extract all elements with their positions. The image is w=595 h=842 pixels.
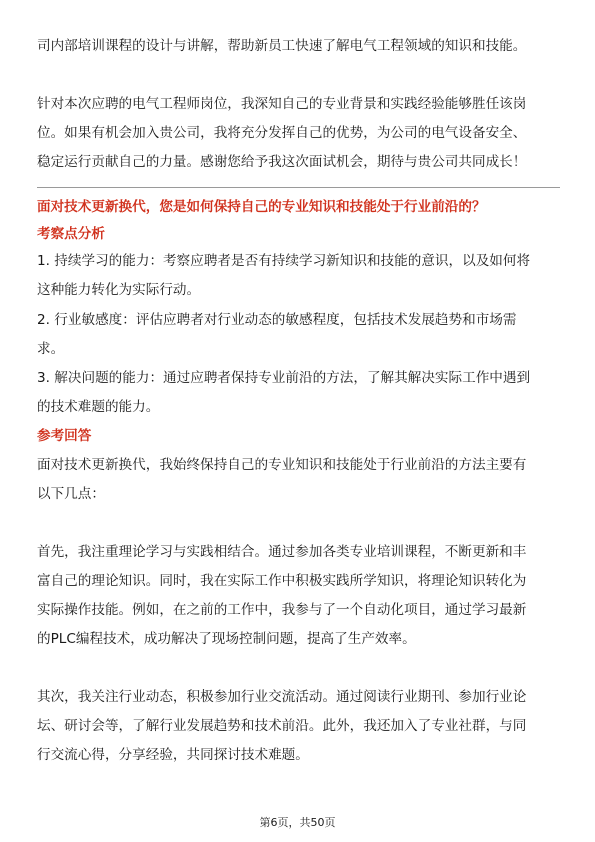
answer-p2-line: 坛、研讨会等，了解行业发展趋势和技术前沿。此外，我还加入了专业社群，与同 <box>37 718 527 734</box>
answer-p1-line: 的PLC编程技术，成功解决了现场控制问题，提高了生产效率。 <box>37 631 416 647</box>
answer-p1-line: 实际操作技能。例如，在之前的工作中，我参与了一个自动化项目，通过学习最新 <box>37 602 527 618</box>
analysis-item-1-line-1: 1. 持续学习的能力：考察应聘者是否有持续学习新知识和技能的意识，以及如何将 <box>37 253 531 269</box>
answer-p1-line: 首先，我注重理论学习与实践相结合。通过参加各类专业培训课程，不断更新和丰 <box>37 544 527 560</box>
answer-p1-line: 富自己的理论知识。同时，我在实际工作中积极实践所学知识，将理论知识转化为 <box>37 573 527 589</box>
question-title: 面对技术更新换代，您是如何保持自己的专业知识和技能处于行业前沿的？ <box>37 199 486 215</box>
analysis-item-1-line-2: 这种能力转化为实际行动。 <box>37 282 201 298</box>
section-divider <box>37 187 560 188</box>
analysis-item-2-line-1: 2. 行业敏感度：评估应聘者对行业动态的敏感程度，包括技术发展趋势和市场需 <box>37 312 517 328</box>
analysis-item-3-line-1: 3. 解决问题的能力：通过应聘者保持专业前沿的方法，了解其解决实际工作中遇到 <box>37 370 531 386</box>
closing-line: 针对本次应聘的电气工程师岗位，我深知自己的专业背景和实践经验能够胜任该岗 <box>37 96 527 112</box>
answer-intro-line: 面对技术更新换代，我始终保持自己的专业知识和技能处于行业前沿的方法主要有 <box>37 457 527 473</box>
page-number: 第6页，共50页 <box>259 816 336 829</box>
intro-line: 司内部培训课程的设计与讲解，帮助新员工快速了解电气工程领域的知识和技能。 <box>37 38 527 54</box>
analysis-item-2-line-2: 求。 <box>37 341 65 357</box>
answer-p2-line: 行交流心得，分享经验，共同探讨技术难题。 <box>37 747 309 763</box>
answer-heading: 参考回答 <box>37 428 92 444</box>
closing-line: 位。如果有机会加入贵公司，我将充分发挥自己的优势，为公司的电气设备安全、 <box>37 125 527 141</box>
analysis-heading: 考察点分析 <box>37 226 105 242</box>
answer-intro-line: 以下几点： <box>37 486 105 502</box>
answer-p2-line: 其次，我关注行业动态，积极参加行业交流活动。通过阅读行业期刊、参加行业论 <box>37 689 527 705</box>
closing-line: 稳定运行贡献自己的力量。感谢您给予我这次面试机会，期待与贵公司共同成长！ <box>37 154 527 170</box>
analysis-item-3-line-2: 的技术难题的能力。 <box>37 399 160 415</box>
